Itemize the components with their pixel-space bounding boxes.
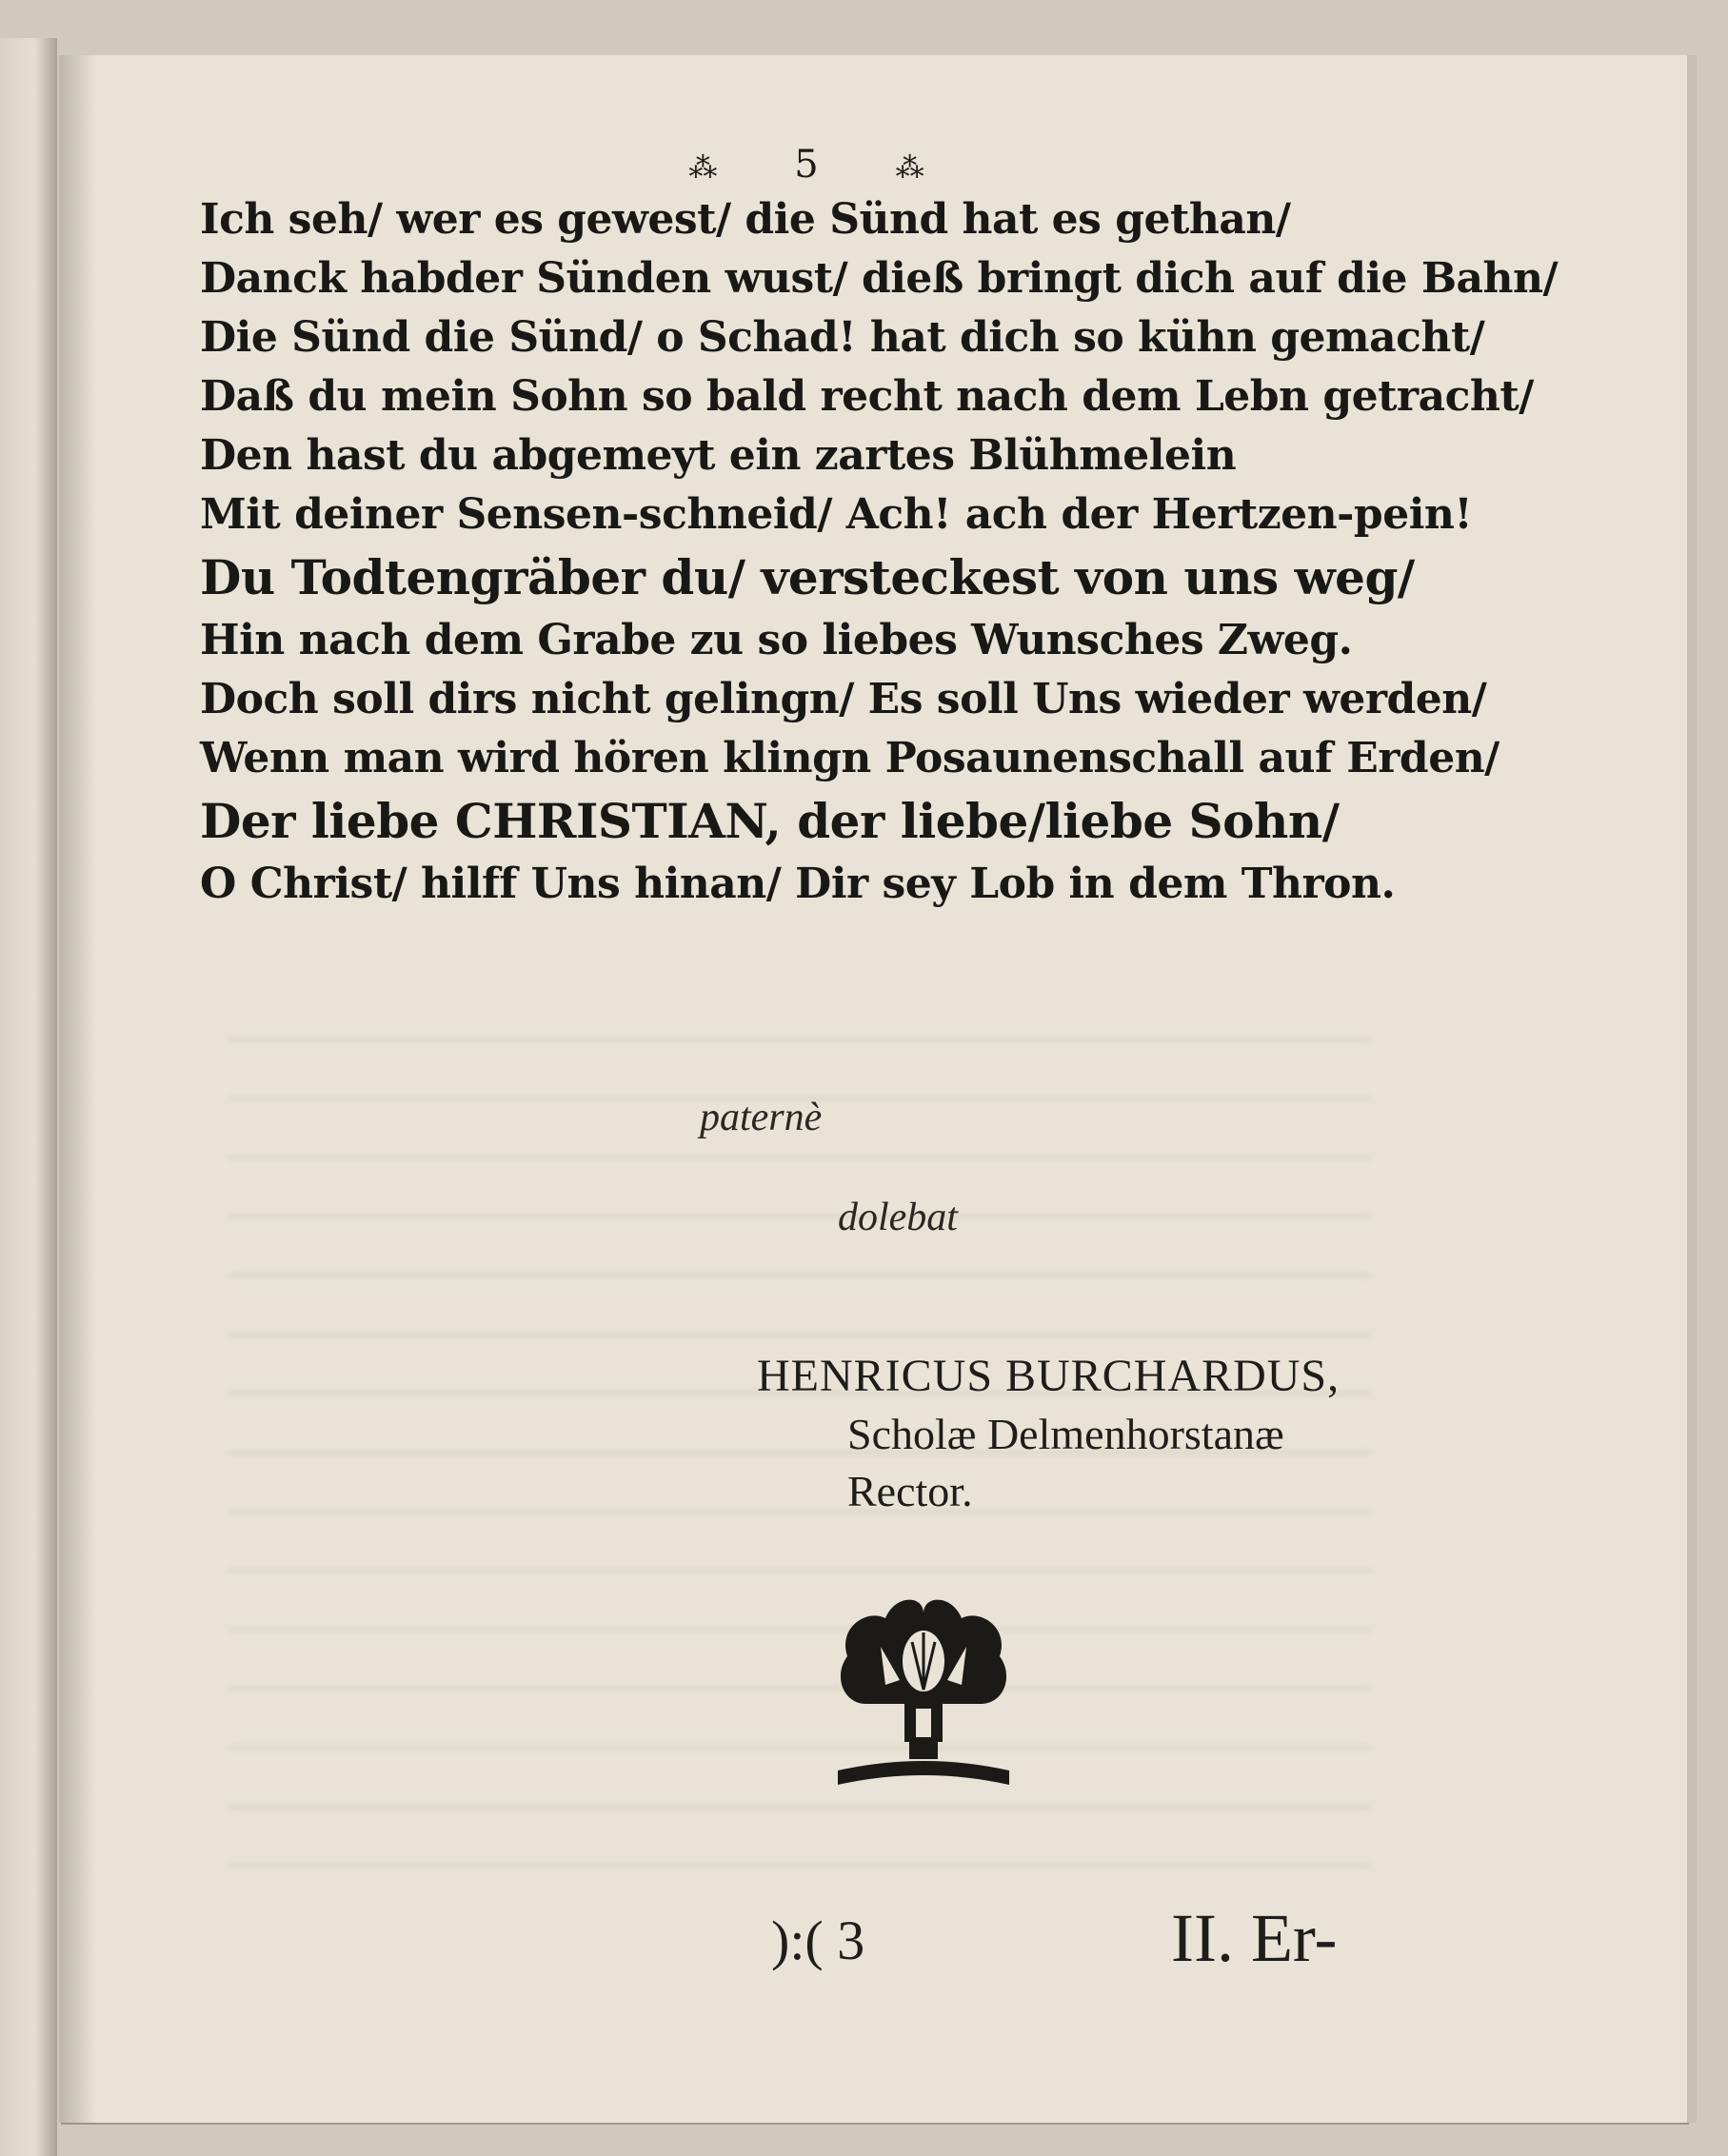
page-header	[571, 143, 1047, 187]
verse-line: O Christ/ hilff Uns hinan/ Dir sey Lob in dem Thron.	[200, 860, 1396, 908]
gutter-shadow	[59, 55, 97, 2123]
author-name: HENRICUS BURCHARDUS,	[757, 1351, 1341, 1401]
latin-word-paterne: paternè	[700, 1096, 823, 1139]
verse-line: Doch soll dirs nicht gelingn/ Es soll Uns wieder werden/	[200, 675, 1487, 723]
header-ornament-right: ⁂	[895, 151, 930, 185]
catchword: II. Er-	[1171, 1900, 1338, 1976]
page-number: 5	[794, 143, 824, 187]
verse-line: Danck habder Sünden wust/ dieß bringt dich auf die Bahn/	[200, 254, 1559, 303]
previous-page-edge	[0, 38, 57, 2156]
verse-line: Die Sünd die Sünd/ o Schad! hat dich so kühn gemacht/	[200, 313, 1485, 362]
verse-line: Mit deiner Sensen-schneid/ Ach! ach der Hertzen-pein!	[200, 490, 1473, 539]
latin-word-dolebat: dolebat	[838, 1196, 958, 1239]
poem-verse	[200, 190, 1558, 914]
verse-line: Ich seh/ wer es gewest/ die Sünd hat es gethan/	[200, 195, 1291, 244]
author-role: Rector.	[847, 1467, 973, 1515]
verse-line: Du Todtengräber du/ versteckest von uns weg/	[200, 549, 1415, 605]
verse-line: Den hast du abgemeyt ein zartes Blühmelein	[200, 431, 1237, 480]
verse-line: Hin nach dem Grabe zu so liebes Wunsches Zweg.	[200, 616, 1353, 664]
verse-line: Daß du mein Sohn so bald recht nach dem Lebn getracht/	[200, 372, 1534, 421]
verse-line: Wenn man wird hören klingn Posaunenschall auf Erden/	[200, 734, 1500, 782]
flower-vignette-icon	[828, 1590, 1019, 1799]
header-ornament-left: ⁂	[688, 151, 724, 185]
signature-mark: ):( 3	[771, 1909, 865, 1971]
verse-line: Der liebe CHRISTIAN, der liebe/liebe Sohn/	[200, 793, 1340, 849]
author-title: Scholæ Delmenhorstanæ	[847, 1410, 1284, 1458]
